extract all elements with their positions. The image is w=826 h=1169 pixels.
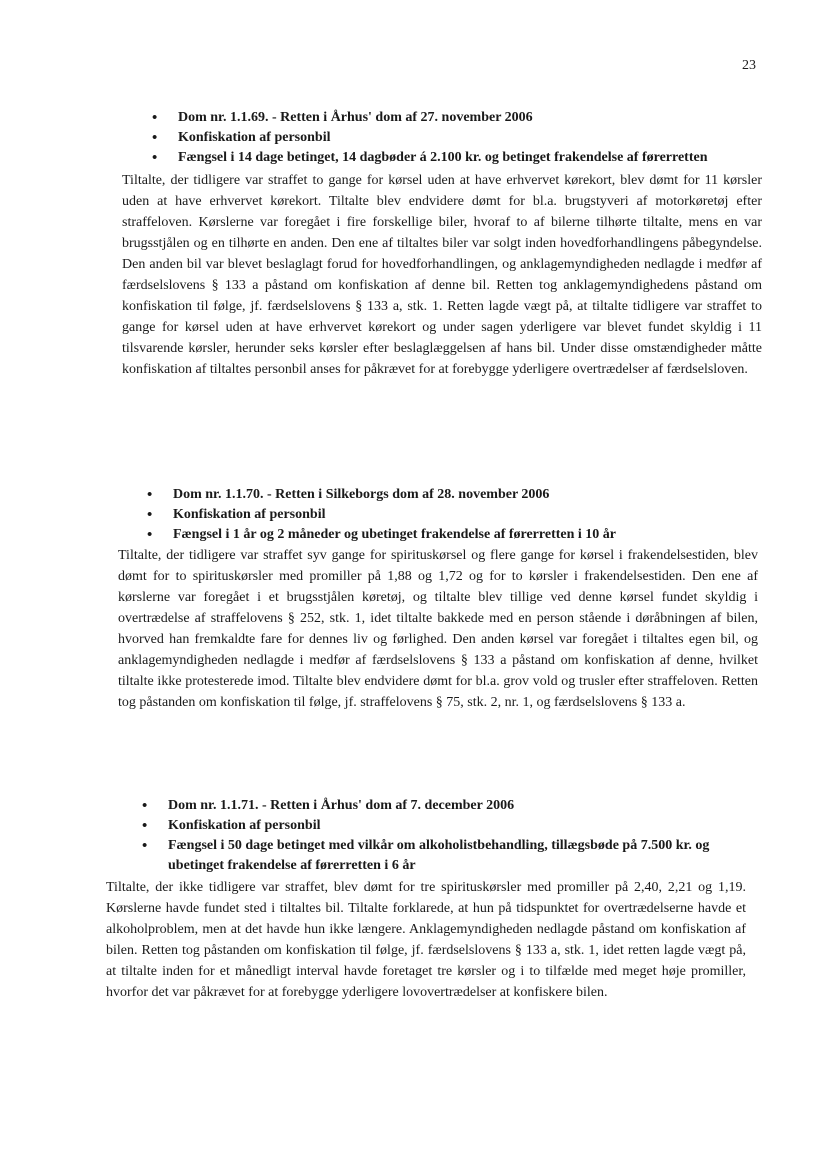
case-sanction: • Konfiskation af personbil — [152, 128, 768, 148]
case-entry — [0, 108, 826, 380]
case-description: Tiltalte, der ikke tidligere var straffet, blev dømt for tre spirituskørsler med promiller på 2,40, 2,21 og 1,19. Kørslerne havde fundet sted i tiltaltes bil. Tiltalte forklarede, at hun på tidspunktet for overtrædelserne havde et alkoholproblem, men at det havde hun ikke længere. Anklagemyndigheden nedlagde påstand om konfiskation af bilen. Retten tog påstanden om konfiskation til følge, jf. færdselslovens § 133 a, stk. 1, idet retten lagde vægt på, at tiltalte inden for et månedligt interval havde foretaget tre kørsler og i to tilfælde med meget høje promiller, hvorfor det var påkrævet for at forebygge yderligere lovovertrædelser at konfiskere bilen. — [106, 880, 746, 1000]
page-number: 23 — [742, 58, 756, 73]
case-sentence: • Fængsel i 50 dage betinget med vilkår om alkoholistbehandling, tillægsbøde på 7.500 kr. og ubetinget frakendelse af førerretten i 6 år — [142, 836, 758, 876]
case-description: Tiltalte, der tidligere var straffet syv gange for spirituskørsel og flere gange for kørsel i frakendelsestiden, blev dømt for to spirituskørsler med promiller på 1,88 og 1,72 og for to kørsler i frakendelsestiden. Den ene af kørslerne var foregået i et brugsstjålen køretøj, og tiltalte blev tillige ved denne kørsel fundet skyldig i overtrædelse af straffelovens § 252, stk. 1, idet tiltalte bakkede med en person stående i døråbningen af bilen, hvorved han fremkaldte fare for dennes liv og førlighed. Den anden kørsel var foregået i tiltaltes egen bil, og anklagemyndigheden nedlagde i medfør af færdselslovens § 133 a påstand om konfiskation af denne, hvilket tiltalte ikke protesterede imod. Tiltalte blev endvidere dømt for bl.a. grov vold og trusler efter straffeloven. Retten tog påstanden om konfiskation til følge, jf. straffelovens § 75, stk. 2, nr. 1, og færdselslovens § 133 a. — [118, 548, 758, 710]
case-title: • Dom nr. 1.1.70. - Retten i Silkeborgs dom af 28. november 2006 — [147, 485, 763, 505]
case-title: • Dom nr. 1.1.69. - Retten i Århus' dom af 27. november 2006 — [152, 108, 768, 128]
case-sentence: • Fængsel i 14 dage betinget, 14 dagbøder á 2.100 kr. og betinget frakendelse af førerretten — [152, 148, 768, 168]
case-sanction: • Konfiskation af personbil — [142, 816, 758, 836]
case-summary-list — [147, 485, 826, 545]
case-title: • Dom nr. 1.1.71. - Retten i Århus' dom af 7. december 2006 — [142, 796, 758, 816]
case-summary-list — [152, 108, 826, 168]
case-summary-list — [142, 796, 826, 876]
case-sentence: • Fængsel i 1 år og 2 måneder og ubetinget frakendelse af førerretten i 10 år — [147, 525, 763, 545]
case-description: Tiltalte, der tidligere var straffet to gange for kørsel uden at have erhvervet kørekort, blev dømt for 11 kørsler uden at have erhvervet kørekort. Tiltalte blev endvidere dømt for bl.a. brugstyveri af motorkøretøj efter straffeloven. Kørslerne var foregået i fire forskellige biler, hvoraf to af bilerne tilhørte tiltalte, mens en var brugsstjålen og en tilhørte en anden. Den ene af tiltaltes biler var solgt inden hovedforhandlingens påbegyndelse. Den anden bil var blevet beslaglagt forud for hovedforhandlingen, og anklagemyndigheden nedlagde i medfør af færdselslovens § 133 a påstand om konfiskation af denne bil. Retten tog anklagemyndighedens påstand om konfiskation til følge, jf. færdselslovens § 133 a, stk. 1. Retten lagde vægt på, at tiltalte tidligere var straffet to gange for kørsel uden at have erhvervet kørekort og under sagen yderligere var blevet fundet skyldig i 11 tilsvarende kørsler, herunder seks kørsler efter beslaglæggelsen af hans bil. Under disse omstændigheder måtte konfiskation af tiltaltes personbil anses for påkrævet for at forebygge yderligere overtrædelser af færdselsloven. — [122, 173, 762, 377]
case-entry — [0, 796, 826, 1003]
case-sanction: • Konfiskation af personbil — [147, 505, 763, 525]
case-entry — [0, 485, 826, 713]
